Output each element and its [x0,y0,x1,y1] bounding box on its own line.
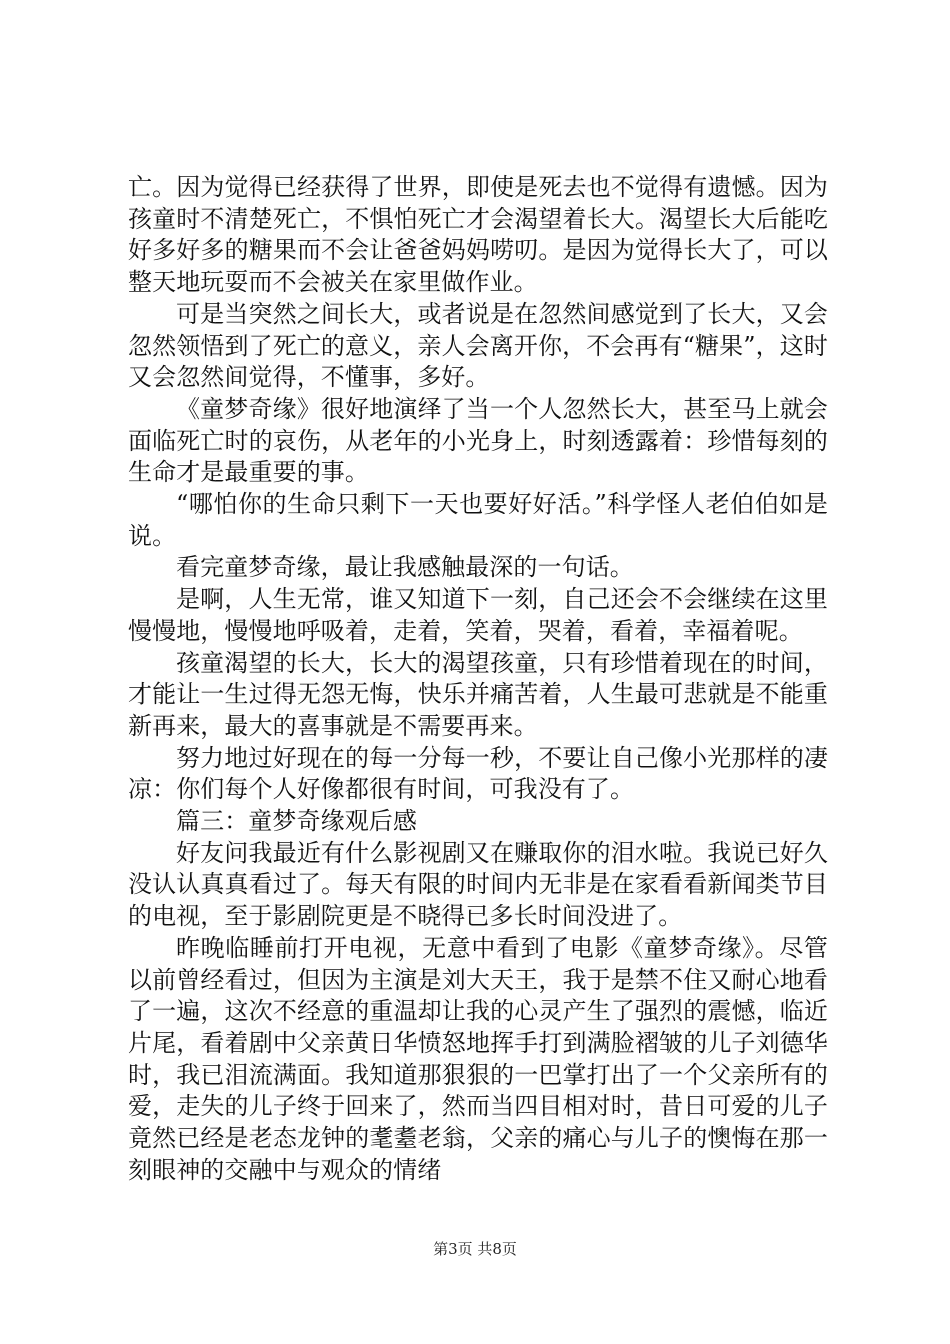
paragraph: 努力地过好现在的每一分每一秒，不要让自己像小光那样的凄凉：你们每个人好像都很有时间，可我没有了。 [128,743,828,804]
page-number-footer: 第3页 共8页 [433,1240,517,1258]
paragraph: 好友问我最近有什么影视剧又在赚取你的泪水啦。我说已好久没认认真真看过了。每天有限的时间内无非是在家看看新闻类节目的电视，至于影剧院更是不晓得已多长时间没进了。 [128,838,828,931]
paragraph: 孩童渴望的长大，长大的渴望孩童，只有珍惜着现在的时间，才能让一生过得无怨无悔，快乐并痛苦着，人生最可悲就是不能重新再来，最大的喜事就是不需要再来。 [128,648,828,740]
paragraph: 看完童梦奇缘，最让我感触最深的一句话。 [176,553,634,582]
paragraph: “哪怕你的生命只剩下一天也要好好活。”科学怪人老伯伯如是说。 [128,490,828,550]
paragraph: 《童梦奇缘》很好地演绎了当一个人忽然长大，甚至马上就会面临死亡时的哀伤，从老年的小光身上，时刻透露着：珍惜每刻的生命才是最重要的事。 [128,394,828,487]
paragraph: 亡。因为觉得已经获得了世界，即使是死去也不觉得有遗憾。因为孩童时不清楚死亡，不惧怕死亡才会渴望着长大。渴望长大后能吃好多好多的糖果而不会让爸爸妈妈唠叨。是因为觉得长大了，可以整天地玩耍而不会被关在家里做作业。 [128,173,828,297]
paragraph: 可是当突然之间长大，或者说是在忽然间感觉到了长大，又会忽然领悟到了死亡的意义，亲人会离开你，不会再有“糖果”，这时又会忽然间觉得，不懂事，多好。 [128,299,828,392]
paragraph: 是啊，人生无常，谁又知道下一刻，自己还会不会继续在这里慢慢地，慢慢地呼吸着，走着，笑着，哭着，看着，幸福着呢。 [128,585,828,645]
document-body [128,172,828,1187]
paragraph: 昨晚临睡前打开电视，无意中看到了电影《童梦奇缘》。尽管以前曾经看过，但因为主演是刘大天王，我于是禁不住又耐心地看了一遍，这次不经意的重温却让我的心灵产生了强烈的震憾，临近片尾，看着剧中父亲黄日华愤怒地挥手打到满脸褶皱的儿子刘德华时，我已泪流满面。我知道那狠狠的一巴掌打出了一个父亲所有的爱，走失的儿子终于回来了，然而当四目相对时，昔日可爱的儿子竟然已经是老态龙钟的耄耋老翁，父亲的痛心与儿子的懊悔在那一刻眼神的交融中与观众的情绪 [128,933,828,1184]
section-heading: 篇三：童梦奇缘观后感 [176,807,417,836]
